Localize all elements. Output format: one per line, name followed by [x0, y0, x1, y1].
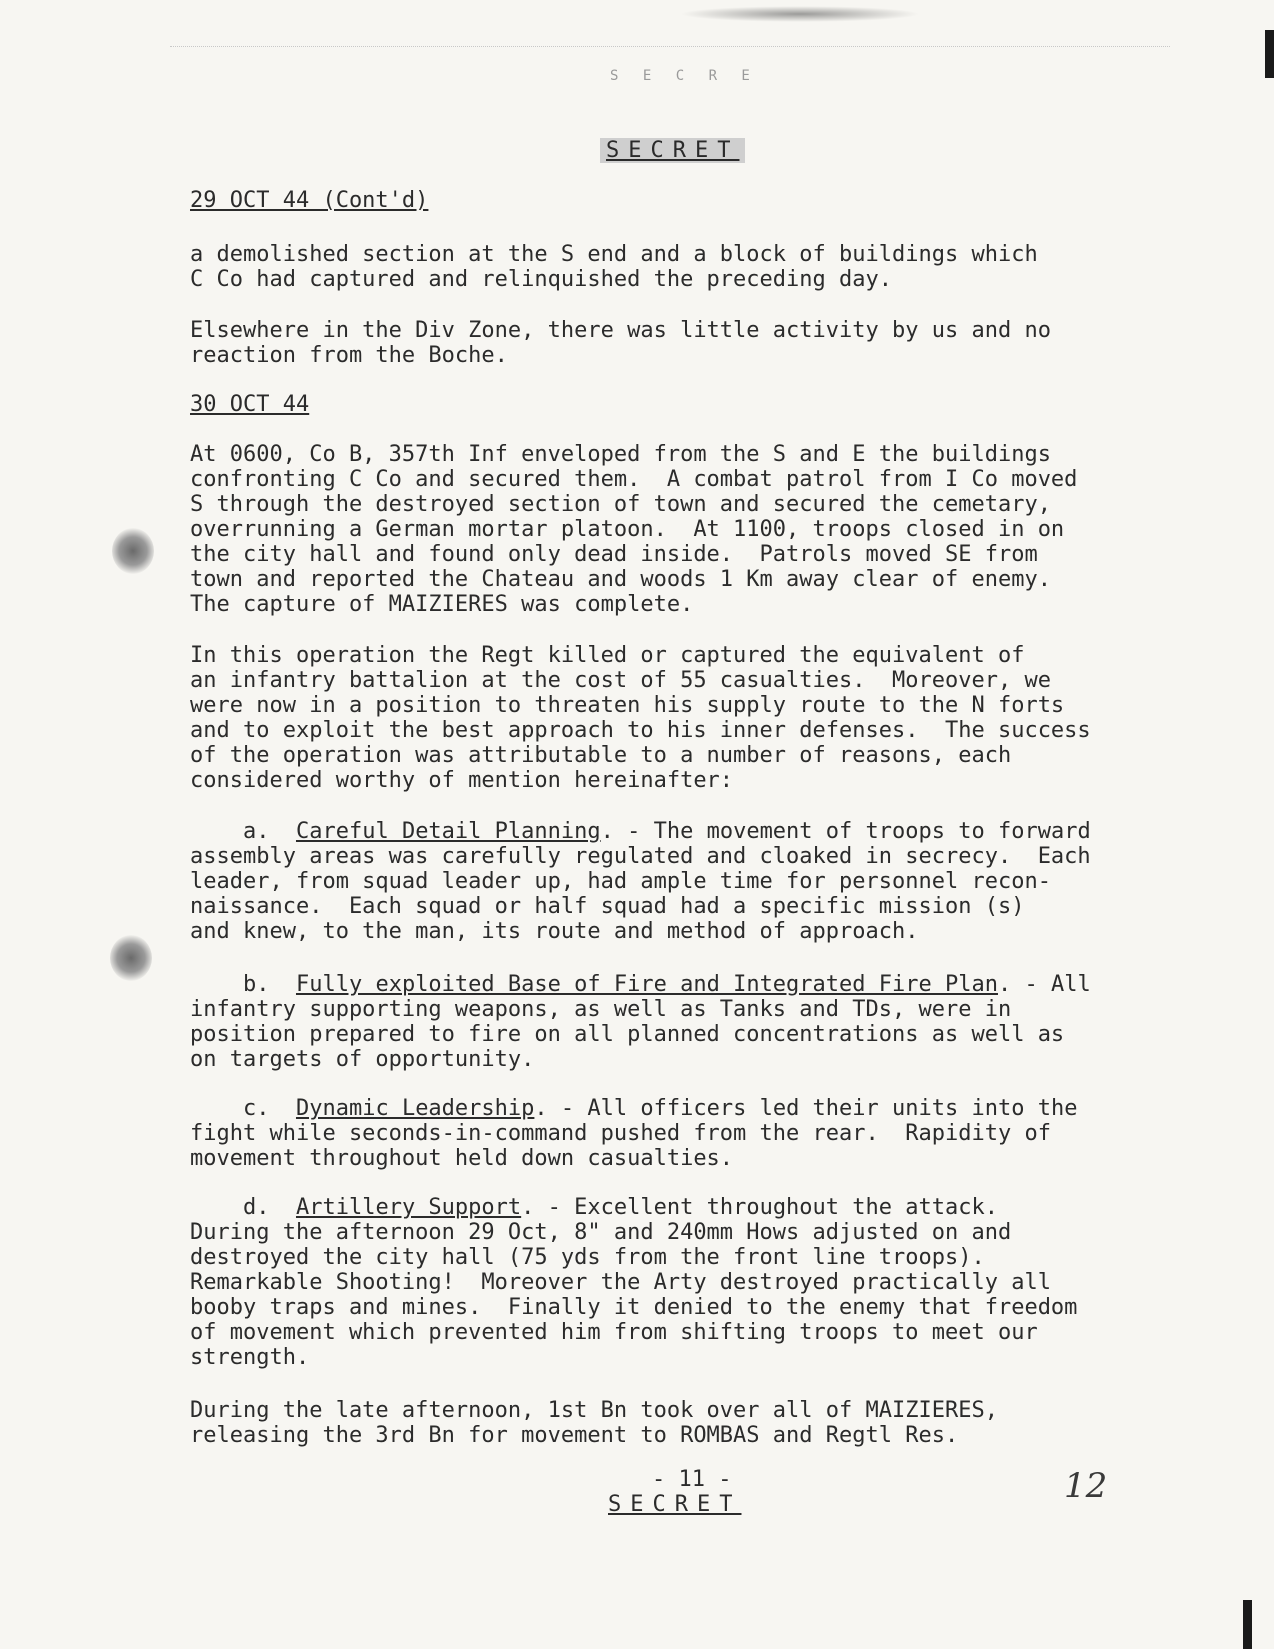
date-heading-30-oct: 30 OCT 44 — [190, 392, 310, 417]
bleed-through-text: S E C R E — [610, 68, 758, 84]
item-letter: d. — [242, 1195, 270, 1220]
list-item-a — [190, 819, 1190, 944]
scan-edge-mark — [1243, 1600, 1252, 1649]
list-item-b — [190, 972, 1190, 1072]
page-number: - 11 - — [652, 1467, 732, 1492]
list-item-d — [190, 1195, 1190, 1370]
punch-hole — [110, 935, 152, 981]
paragraph: a demolished section at the S end and a block of buildings which C Co had captured and relinquished the preceding day. — [190, 242, 1038, 292]
item-title: Careful Detail Planning — [295, 819, 601, 844]
punch-hole — [112, 528, 154, 574]
item-letter: a. — [242, 819, 270, 844]
item-body: . - All officers led their units into the fight while seconds-in-command pushed from the rear. Rapidity of movement throughout held down casualties. — [190, 1096, 1078, 1171]
scan-edge-mark — [1265, 30, 1274, 78]
paragraph: Elsewhere in the Div Zone, there was little activity by us and no reaction from the Boche. — [190, 318, 1051, 368]
classification-header: SECRET — [600, 138, 745, 163]
closing-paragraph: During the late afternoon, 1st Bn took over all of MAIZIERES, releasing the 3rd Bn for movement to ROMBAS and Regtl Res. — [190, 1398, 998, 1448]
classification-footer: SECRET — [608, 1492, 742, 1517]
scan-smudge — [680, 6, 920, 22]
date-heading-29-oct: 29 OCT 44 (Cont'd) — [190, 188, 429, 213]
item-body: . - The movement of troops to forward assembly areas was carefully regulated and cloaked in secrecy. Each leader, from squad leader up, had ample time for personnel recon- naissance. Each squad or half squad had a specific mission (s) and knew, to the man, its route and method of approach. — [190, 819, 1091, 944]
handwritten-page-number: 12 — [1064, 1466, 1108, 1506]
bleed-through-line — [170, 46, 1170, 47]
item-letter: b. — [242, 972, 270, 997]
item-title: Dynamic Leadership — [295, 1096, 535, 1121]
item-body: . - Excellent throughout the attack. During the afternoon 29 Oct, 8" and 240mm Hows adjusted on and destroyed the city hall (75 yds from the front line troops). Remarkable Shooting! Moreover the Arty destroyed practically all booby traps and mines. Finally it denied to the enemy that freedom of movement which prevented him from shifting troops to meet our strength. — [190, 1195, 1078, 1370]
item-body: . - All infantry supporting weapons, as well as Tanks and TDs, were in position prepared to fire on all planned concentrations as well as on targets of opportunity. — [190, 972, 1091, 1072]
item-title: Artillery Support — [295, 1195, 522, 1220]
item-letter: c. — [242, 1096, 270, 1121]
paragraph: At 0600, Co B, 357th Inf enveloped from the S and E the buildings confronting C Co and secured them. A combat patrol from I Co moved S through the destroyed section of town and secured the cemetary, overrunning a German mortar platoon. At 1100, troops closed in on the city hall and found only dead inside. Patrols moved SE from town and reported the Chateau and woods 1 Km away clear of enemy. The capture of MAIZIERES was complete. — [190, 442, 1078, 617]
paragraph: In this operation the Regt killed or captured the equivalent of an infantry battalion at the cost of 55 casualties. Moreover, we were now in a position to threaten his supply route to the N forts and to exploit the best approach to his inner defenses. The success of the operation was attributable to a number of reasons, each considered worthy of mention hereinafter: — [190, 643, 1091, 793]
item-title: Fully exploited Base of Fire and Integrated Fire Plan — [295, 972, 998, 997]
list-item-c — [190, 1096, 1190, 1171]
